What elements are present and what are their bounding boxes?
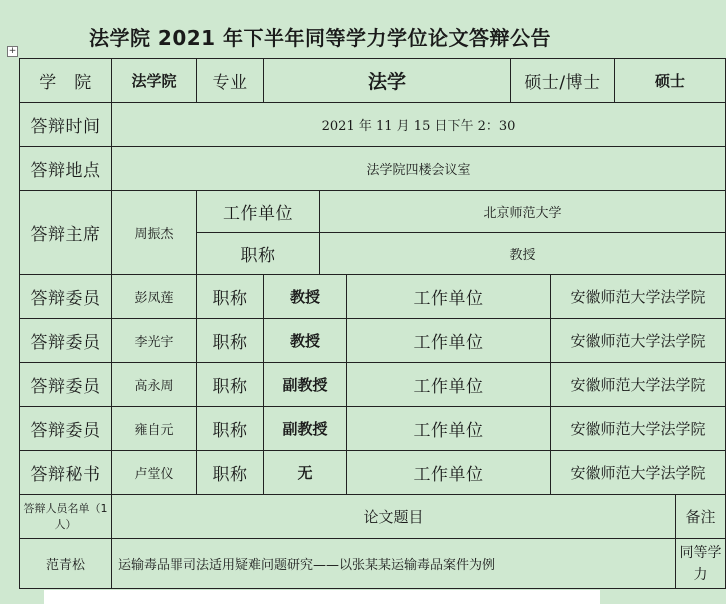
chair-title-value: 教授 [320, 233, 726, 275]
school-value: 法学院 [112, 59, 197, 103]
member-title-label: 职称 [197, 275, 264, 319]
student-thesis: 运输毒品罪司法适用疑难问题研究——以张某某运输毒品案件为例 [112, 539, 676, 589]
major-value: 法学 [264, 59, 511, 103]
secretary-unit-value: 安徽师范大学法学院 [551, 451, 726, 495]
secretary-row [20, 451, 726, 495]
member-name: 雍自元 [112, 407, 197, 451]
member-title-value: 教授 [264, 319, 347, 363]
place-value: 法学院四楼会议室 [112, 147, 726, 191]
member-title-value: 教授 [264, 275, 347, 319]
member-title-value: 副教授 [264, 407, 347, 451]
secretary-title-label: 职称 [197, 451, 264, 495]
secretary-label: 答辩秘书 [20, 451, 112, 495]
member-label: 答辩委员 [20, 319, 112, 363]
student-note: 同等学力 [676, 539, 726, 589]
member-label: 答辩委员 [20, 275, 112, 319]
member-title-value: 副教授 [264, 363, 347, 407]
member-unit-label: 工作单位 [347, 407, 551, 451]
row-school [20, 59, 726, 103]
chair-unit-label: 工作单位 [197, 191, 320, 233]
chair-name: 周振杰 [112, 191, 197, 275]
member-unit-label: 工作单位 [347, 363, 551, 407]
member-name: 彭凤莲 [112, 275, 197, 319]
member-unit-value: 安徽师范大学法学院 [551, 363, 726, 407]
degree-value: 硕士 [615, 59, 726, 103]
list-header-note: 备注 [676, 495, 726, 539]
member-title-label: 职称 [197, 319, 264, 363]
chair-unit-value: 北京师范大学 [320, 191, 726, 233]
school-label: 学 院 [20, 59, 112, 103]
member-title-label: 职称 [197, 407, 264, 451]
list-header-row [20, 495, 726, 539]
row-chair-1 [20, 191, 726, 233]
secretary-unit-label: 工作单位 [347, 451, 551, 495]
student-row [20, 539, 726, 589]
major-label: 专业 [197, 59, 264, 103]
page-title: 法学院 2021 年下半年同等学力学位论文答辩公告 [88, 26, 552, 50]
student-name: 范青松 [20, 539, 112, 589]
member-unit-value: 安徽师范大学法学院 [551, 275, 726, 319]
member-row [20, 363, 726, 407]
degree-label: 硕士/博士 [511, 59, 615, 103]
list-header-names: 答辩人员名单（1 人） [20, 495, 112, 539]
member-label: 答辩委员 [20, 363, 112, 407]
member-unit-label: 工作单位 [347, 275, 551, 319]
list-header-thesis: 论文题目 [112, 495, 676, 539]
member-name: 李光宇 [112, 319, 197, 363]
time-value: 2021 年 11 月 15 日下午 2：30 [112, 103, 726, 147]
page-bottom-strip [44, 590, 600, 604]
member-row [20, 275, 726, 319]
member-unit-value: 安徽师范大学法学院 [551, 407, 726, 451]
member-unit-label: 工作单位 [347, 319, 551, 363]
chair-label: 答辩主席 [20, 191, 112, 275]
place-label: 答辩地点 [20, 147, 112, 191]
member-row [20, 407, 726, 451]
chair-title-label: 职称 [197, 233, 320, 275]
time-label: 答辩时间 [20, 103, 112, 147]
defense-table [19, 58, 726, 589]
member-row [20, 319, 726, 363]
table-move-handle-icon[interactable]: + [8, 46, 17, 56]
secretary-title-value: 无 [264, 451, 347, 495]
member-name: 高永周 [112, 363, 197, 407]
secretary-name: 卢堂仪 [112, 451, 197, 495]
row-place [20, 147, 726, 191]
member-unit-value: 安徽师范大学法学院 [551, 319, 726, 363]
member-title-label: 职称 [197, 363, 264, 407]
member-label: 答辩委员 [20, 407, 112, 451]
row-time [20, 103, 726, 147]
